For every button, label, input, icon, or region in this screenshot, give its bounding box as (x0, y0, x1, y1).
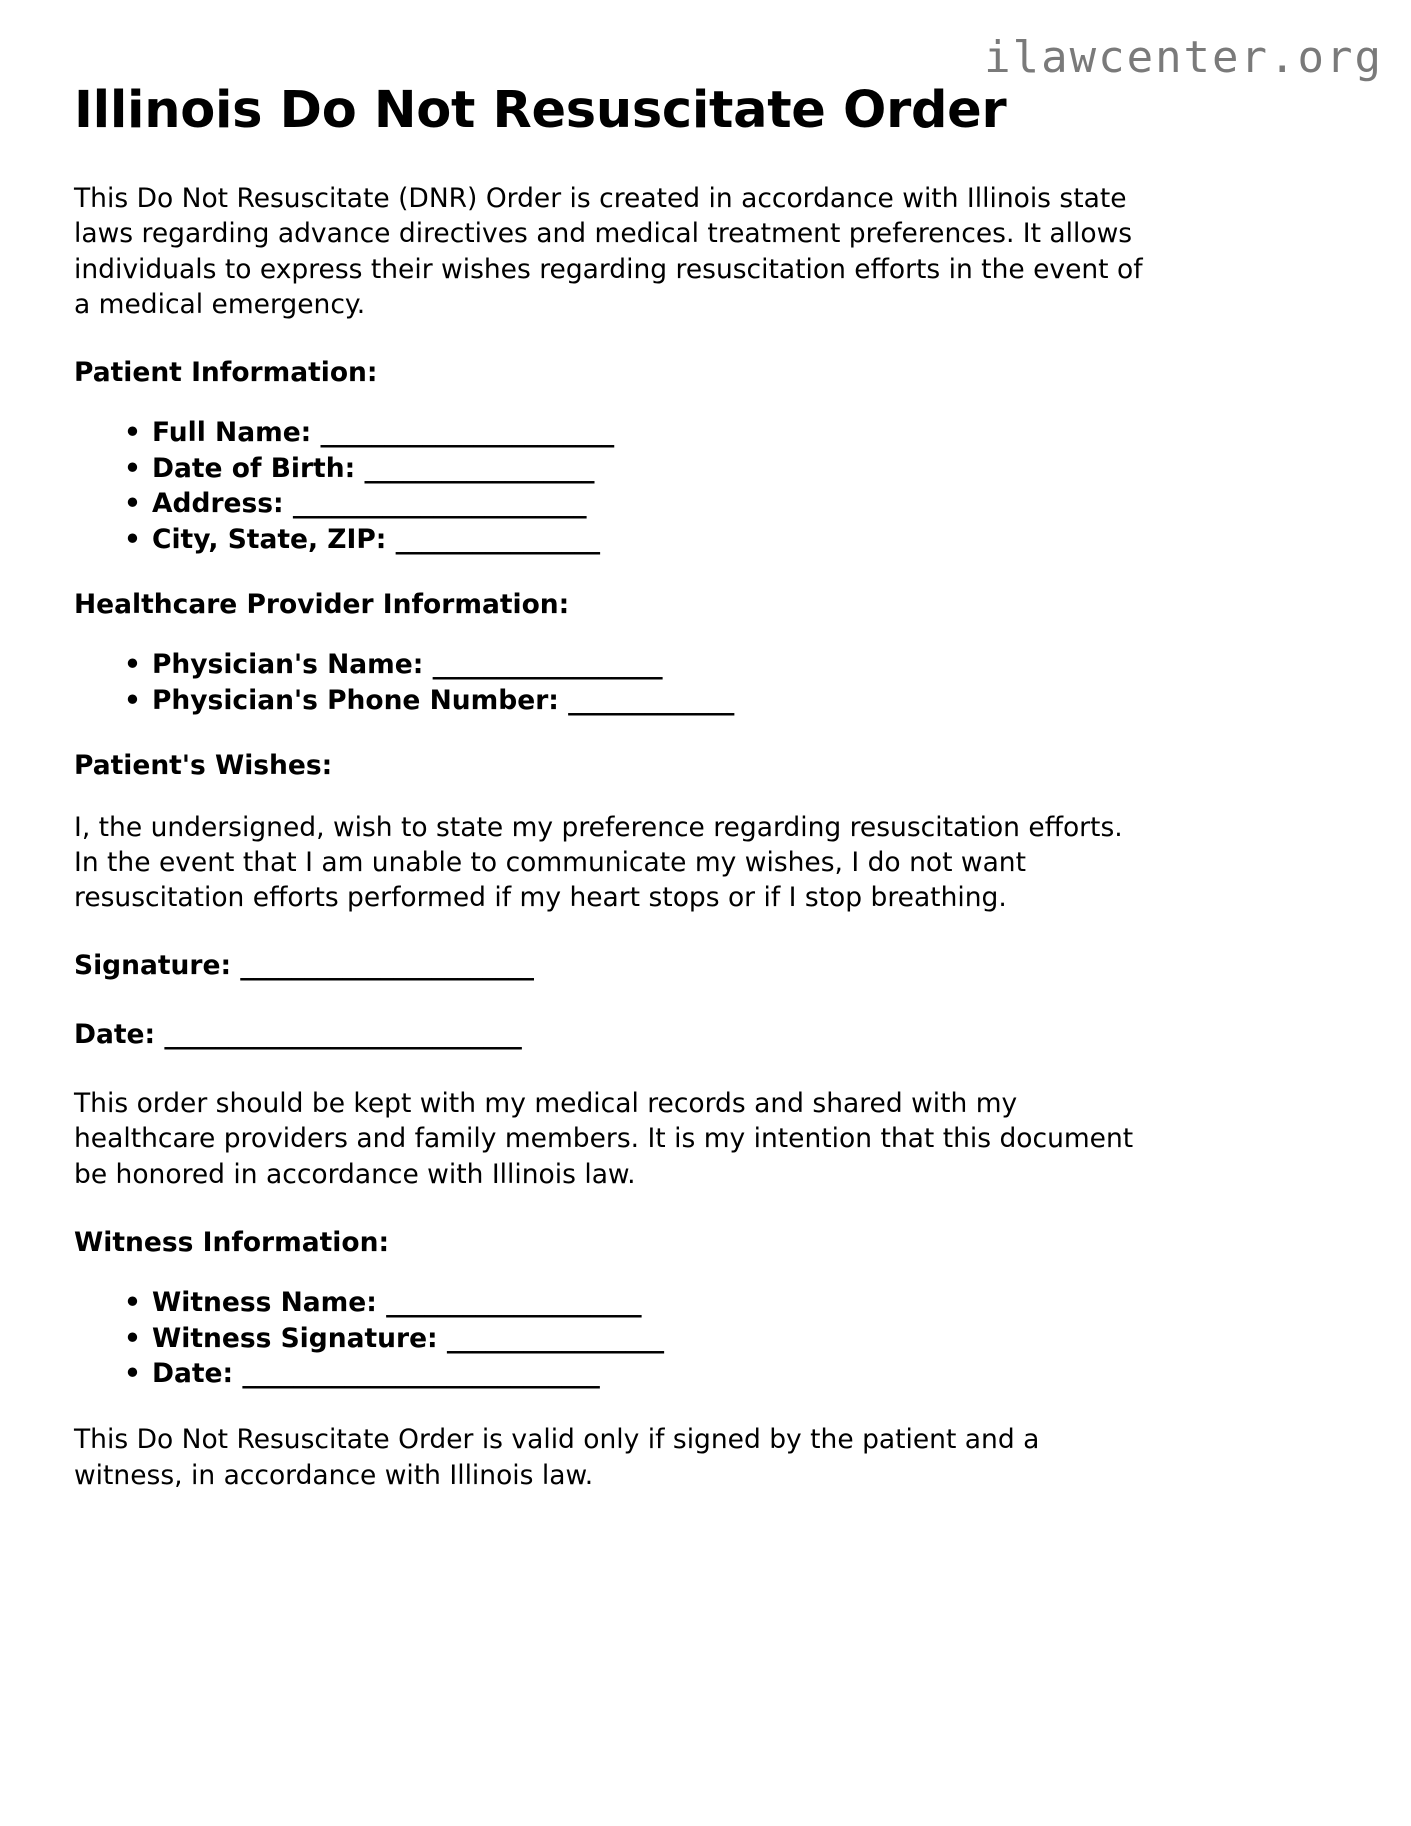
bullet-icon: • (124, 417, 141, 449)
list-item (114, 452, 1329, 485)
date-field (74, 1018, 1329, 1052)
list-item (114, 487, 1329, 520)
list-item (114, 1357, 1329, 1390)
patients-wishes-heading: Patient's Wishes: (74, 750, 333, 782)
field-label: Date: (152, 1358, 234, 1390)
field-label: Physician's Phone Number: (152, 684, 559, 716)
list-item (114, 416, 1329, 449)
bullet-icon: • (124, 452, 141, 484)
healthcare-provider-fields (74, 648, 1329, 717)
list-item (114, 648, 1329, 681)
field-blank-line[interactable]: __________________ (364, 452, 594, 484)
signature-label: Signature: (74, 950, 232, 982)
date-blank-line[interactable]: ____________________________ (164, 1018, 522, 1050)
field-blank-line[interactable]: _____________ (568, 684, 734, 716)
signature-field (74, 949, 1329, 983)
signature-blank-line[interactable]: _______________________ (240, 950, 534, 982)
bullet-icon: • (124, 1322, 141, 1354)
field-blank-line[interactable]: _______________________ (320, 417, 614, 449)
field-label: Physician's Name: (152, 649, 424, 681)
healthcare-provider-information-heading: Healthcare Provider Information: (74, 588, 570, 620)
field-blank-line[interactable]: ____________________________ (242, 1358, 600, 1390)
document-content (74, 82, 1329, 1527)
field-label: Date of Birth: (152, 452, 356, 484)
field-blank-line[interactable]: __________________ (432, 649, 663, 681)
validity-note-paragraph: This Do Not Resuscitate Order is valid only if signed by the patient and a witness, in accordance with Illinois law. (74, 1424, 1040, 1491)
bullet-icon: • (124, 684, 141, 716)
field-label: Witness Name: (152, 1287, 377, 1319)
field-blank-line[interactable]: ____________________ (386, 1287, 642, 1319)
patient-information-fields (74, 416, 1329, 556)
list-item (114, 684, 1329, 717)
field-label: City, State, ZIP: (152, 523, 387, 555)
list-item (114, 1322, 1329, 1355)
bullet-icon: • (124, 1287, 141, 1319)
bullet-icon: • (124, 488, 141, 520)
field-label: Witness Signature: (152, 1322, 438, 1354)
bullet-icon: • (124, 649, 141, 681)
field-label: Address: (152, 488, 284, 520)
intro-paragraph: This Do Not Resuscitate (DNR) Order is created in accordance with Illinois state laws regarding advance directives and medical treatment preferences. It allows individuals to express their wishes regarding resuscitation efforts in the event of a medical emergency. (74, 183, 1143, 320)
field-label: Full Name: (152, 417, 312, 449)
witness-information-heading: Witness Information: (74, 1226, 390, 1258)
field-blank-line[interactable]: _______________________ (292, 488, 587, 520)
site-watermark: ilawcenter.org (984, 32, 1383, 83)
patients-wishes-body: I, the undersigned, wish to state my preference regarding resuscitation efforts. In the event that I am unable to communicate my wishes, I do not want resuscitation efforts performed if my heart stops or if I stop breathing. (74, 811, 1123, 914)
date-label: Date: (74, 1018, 156, 1050)
bullet-icon: • (124, 523, 141, 555)
records-note-paragraph: This order should be kept with my medical records and shared with my healthcare providers and family members. It is my intention that this document be honored in accordance with Illinois law. (74, 1088, 1134, 1190)
page-title: Illinois Do Not Resuscitate Order (74, 81, 1007, 140)
field-blank-line[interactable]: ________________ (395, 523, 600, 555)
witness-information-fields (74, 1286, 1329, 1390)
list-item (114, 1286, 1329, 1319)
bullet-icon: • (124, 1358, 141, 1390)
list-item (114, 523, 1329, 556)
patient-information-heading: Patient Information: (74, 357, 378, 389)
field-blank-line[interactable]: _________________ (446, 1322, 664, 1354)
